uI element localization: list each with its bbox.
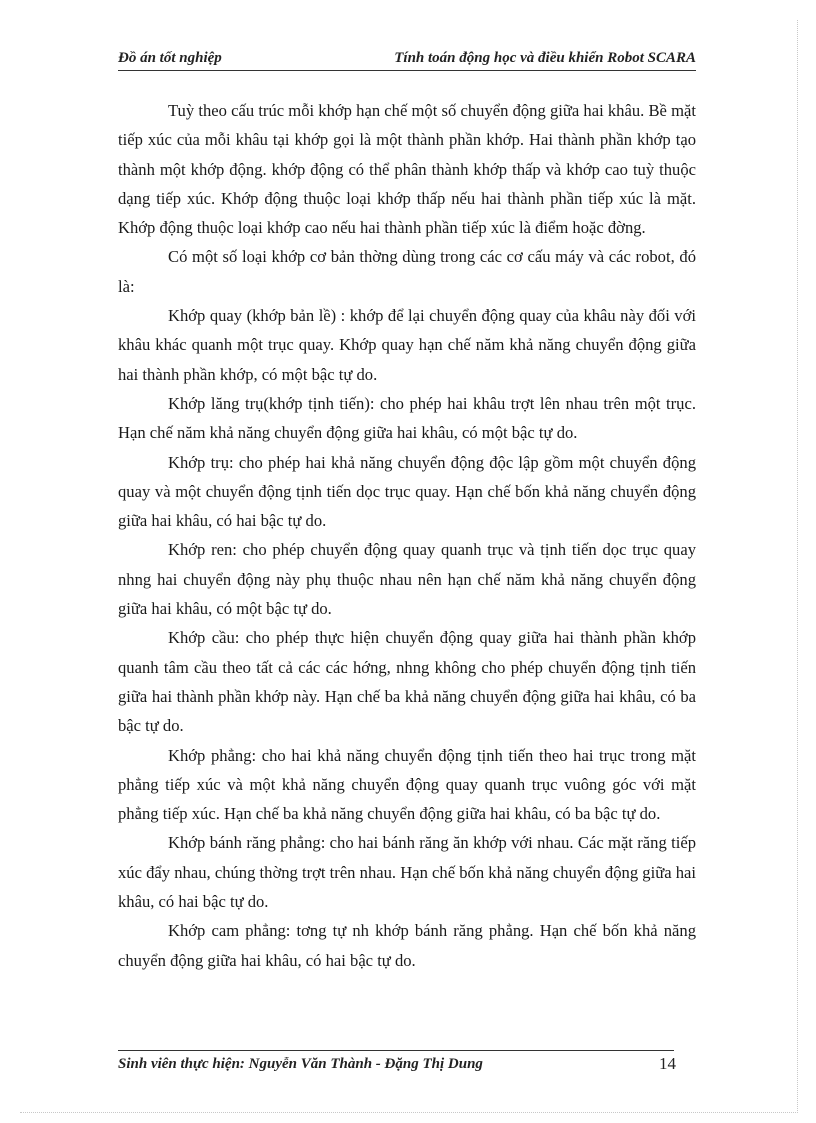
paragraph-screw-joint: Khớp ren: cho phép chuyển động quay quanh trục và tịnh tiến dọc trục quay nhng hai chuyển động này phụ thuộc nhau nên hạn chế năm khả năng chuyển động giữa hai khâu, có một bậc tự do.: [118, 540, 696, 619]
body-text: [118, 96, 696, 975]
paragraph-joint-types: Có một số loại khớp cơ bản thờng dùng trong các cơ cấu máy và các robot, đó là:: [118, 247, 696, 296]
page-border-right: [796, 20, 798, 1113]
page-header: [118, 50, 696, 72]
page-footer: [118, 1056, 696, 1080]
footer-rule: [118, 1050, 674, 1051]
page-border-bottom: [20, 1111, 798, 1113]
paragraph-spherical-joint: Khớp cầu: cho phép thực hiện chuyển động quay giữa hai thành phần khớp quanh tâm cầu theo tất cả các các hớng, nhng không cho phép chuyển động tịnh tiến giữa hai thành phần khớp này. Hạn chế ba khả năng chuyển động giữa hai khâu, có ba bậc tự do.: [118, 628, 696, 736]
paragraph-gear-joint: Khớp bánh răng phẳng: cho hai bánh răng ăn khớp với nhau. Các mặt răng tiếp xúc đẩy nhau, chúng thờng trợt trên nhau. Hạn chế bốn khả năng chuyển động giữa hai khâu, có hai bậc tự do.: [118, 833, 696, 912]
paragraph-revolute-joint: Khớp quay (khớp bản lề) : khớp để lại chuyển động quay của khâu này đối với khâu khác quanh một trục quay. Khớp quay hạn chế năm khả năng chuyển động giữa hai thành phần khớp, có một bậc tự do.: [118, 306, 696, 384]
header-rule: [118, 70, 696, 71]
header-right-title: Tính toán động học và điều khiển Robot SCARA: [394, 50, 696, 66]
paragraph-cylindrical-joint: Khớp trụ: cho phép hai khả năng chuyển động độc lập gồm một chuyển động quay và một chuyển động tịnh tiến dọc trục quay. Hạn chế bốn khả năng chuyển động giữa hai khâu, có hai bậc tự do.: [118, 452, 696, 531]
paragraph-cam-joint: Khớp cam phẳng: tơng tự nh khớp bánh răng phẳng. Hạn chế bốn khả năng chuyển động giữa hai khâu, có hai bậc tự do.: [118, 921, 696, 970]
paragraph-prismatic-joint: Khớp lăng trụ(khớp tịnh tiến): cho phép hai khâu trợt lên nhau trên một trục. Hạn chế năm khả năng chuyển động giữa hai khâu, có một bậc tự do.: [118, 393, 696, 443]
footer-author: Sinh viên thực hiện: Nguyễn Văn Thành - Đặng Thị Dung: [118, 1056, 483, 1072]
paragraph-intro: Tuỳ theo cấu trúc mỗi khớp hạn chế một số chuyển động giữa hai khâu. Bề mặt tiếp xúc của mỗi khâu tại khớp gọi là một thành phần khớp. Hai thành phần khớp tạo thành một khớp động. khớp động có thể phân thành khớp thấp và khớp cao tuỳ thuộc dạng tiếp xúc. Khớp động thuộc loại khớp thấp nếu hai thành phần tiếp xúc là mặt. Khớp động thuộc loại khớp cao nếu hai thành phần tiếp xúc là điểm hoặc đờng.: [118, 101, 696, 238]
paragraph-planar-joint: Khớp phẳng: cho hai khả năng chuyển động tịnh tiến theo hai trục trong mặt phẳng tiếp xúc và một khả năng chuyển động quay quanh trục vuông góc với mặt phẳng tiếp xúc. Hạn chế ba khả năng chuyển động giữa hai khâu, có ba bậc tự do.: [118, 745, 696, 824]
page-number: 14: [659, 1054, 676, 1073]
header-left-title: Đồ án tốt nghiệp: [118, 50, 222, 66]
